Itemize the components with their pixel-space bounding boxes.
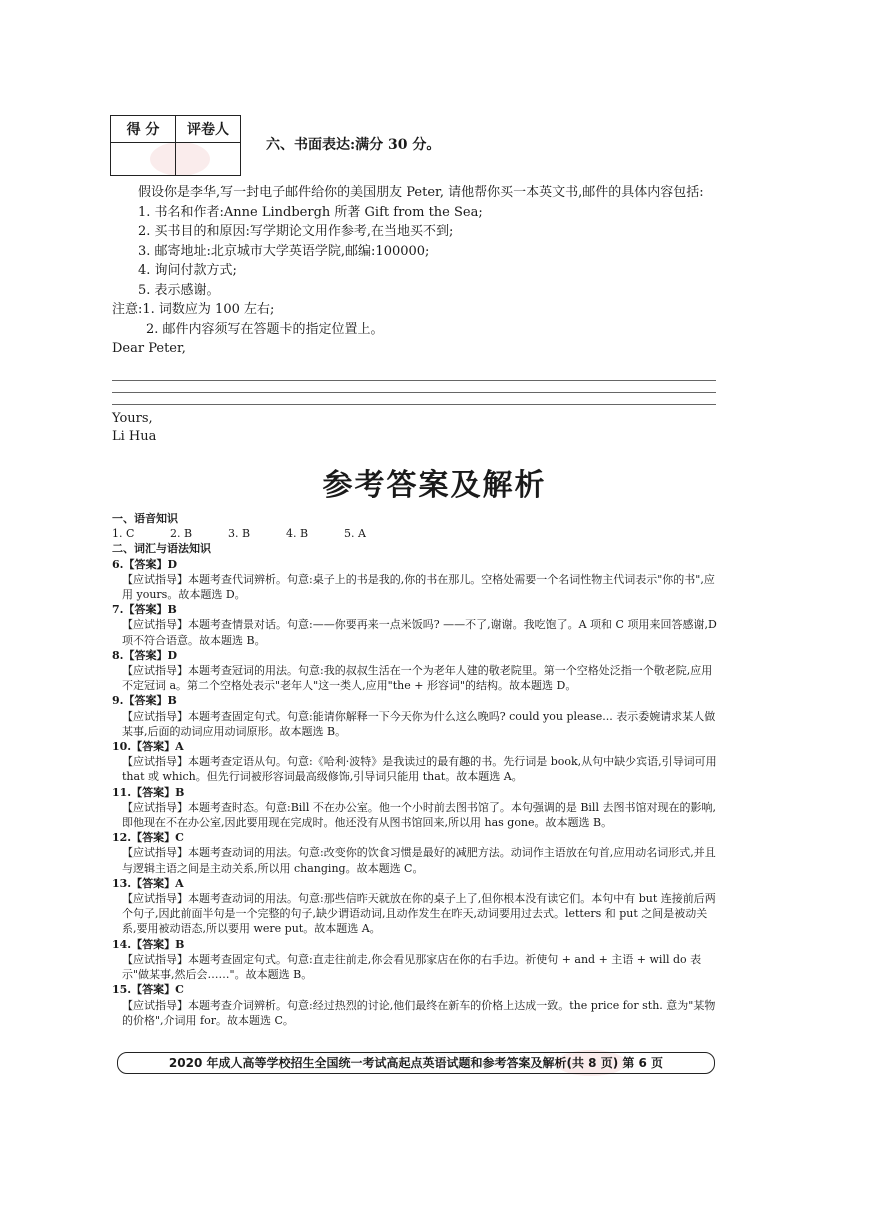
- answer-key: 15.【答案】C: [112, 983, 184, 997]
- task-item: 3. 邮寄地址:北京城市大学英语学院,邮编:100000;: [138, 243, 430, 259]
- writing-task: [112, 183, 720, 359]
- task-note: 2. 邮件内容须写在答题卡的指定位置上。: [146, 321, 384, 337]
- writing-line: [112, 381, 716, 393]
- answer-choice: 4. B: [286, 527, 309, 541]
- task-item: 2. 买书目的和原因:写学期论文用作参考,在当地买不到;: [138, 224, 454, 239]
- answers-sec1-row: [112, 526, 720, 541]
- answer-choice: 5. A: [344, 527, 366, 541]
- score-table: [110, 115, 241, 176]
- answer-title: 参考答案及解析: [322, 468, 547, 503]
- letter-greeting: Dear Peter,: [112, 341, 186, 356]
- answer-key: 10.【答案】A: [112, 740, 184, 754]
- letter-closing: [112, 410, 156, 446]
- answer-key: 9.【答案】B: [112, 694, 177, 708]
- grader-cell-label: 评卷人: [176, 116, 241, 143]
- answer-choice: 2. B: [170, 527, 193, 541]
- answer-choice: 1. C: [112, 527, 135, 541]
- answer-explanation: 【应试指导】本题考查代词辨析。句意:桌子上的书是我的,你的书在那儿。空格处需要一个名词性物主代词表示"你的书",应用 yours。故本题选 D。: [122, 572, 715, 602]
- closing-yours: Yours,: [112, 411, 153, 426]
- score-cell-blank: [111, 143, 176, 176]
- score-cell-label: 得 分: [111, 116, 176, 143]
- writing-lines: [112, 369, 716, 405]
- answer-key: 8.【答案】D: [112, 648, 178, 662]
- answer-explanation: 【应试指导】本题考查定语从句。句意:《哈利·波特》是我读过的最有趣的书。先行词是 book,从句中缺少宾语,引导词可用 that 或 which。但先行词被形容词最高级修饰,引导词只能用 that。故本题选 A。: [122, 755, 717, 784]
- task-intro: 假设你是李华,写一封电子邮件给你的美国朋友 Peter, 请他帮你买一本英文书,邮件的具体内容包括:: [138, 185, 704, 200]
- answer-explanation: 【应试指导】本题考查固定句式。句意:能请你解释一下今天你为什么这么晚吗? could you please... 表示委婉请求某人做某事,后面的动词应用动词原形。故本题选 B。: [122, 709, 716, 738]
- answer-key: 11.【答案】B: [112, 785, 185, 799]
- answer-explanation: 【应试指导】本题考查动词的用法。句意:改变你的饮食习惯是最好的减肥方法。动词作主语放在句首,应用动名词形式,并且与逻辑主语之间是主动关系,所以用 changing。故本题选 C。: [122, 846, 716, 875]
- section-heading: 六、书面表达:满分 30 分。: [266, 137, 441, 153]
- answer-key: 7.【答案】B: [112, 603, 177, 617]
- grader-cell-blank: [176, 143, 241, 176]
- answer-key: 12.【答案】C: [112, 831, 184, 845]
- task-note: 注意:1. 词数应为 100 左右;: [112, 302, 275, 317]
- writing-line: [112, 369, 716, 381]
- page-footer: 2020 年成人高等学校招生全国统一考试高起点英语试题和参考答案及解析(共 8 页) 第 6 页: [117, 1052, 715, 1074]
- task-item: 5. 表示感谢。: [138, 282, 220, 298]
- answers-sec1-heading: 一、语音知识: [112, 512, 178, 525]
- answer-key: 6.【答案】D: [112, 557, 178, 571]
- answers-section: [112, 511, 720, 1028]
- answers-sec2-heading: 二、词汇与语法知识: [112, 542, 211, 556]
- answer-explanation: 【应试指导】本题考查介词辨析。句意:经过热烈的讨论,他们最终在新车的价格上达成一致。the price for sth. 意为"某物的价格",介词用 for。故本题选 C。: [122, 998, 716, 1027]
- task-item: 4. 询问付款方式;: [138, 263, 237, 278]
- writing-line: [112, 393, 716, 405]
- answer-explanation: 【应试指导】本题考查冠词的用法。句意:我的叔叔生活在一个为老年人建的敬老院里。第一个空格处泛指一个敬老院,应用不定冠词 a。第二个空格处表示"老年人"这一类人,应用"the + 形容词"的结构。故本题选 D。: [122, 664, 713, 693]
- answer-key: 13.【答案】A: [112, 876, 184, 890]
- answer-explanation: 【应试指导】本题考查固定句式。句意:直走往前走,你会看见那家店在你的右手边。祈使句 + and + 主语 + will do 表示"做某事,然后会……"。故本题选 B。: [122, 952, 702, 982]
- answer-choice: 3. B: [228, 527, 251, 541]
- answer-key: 14.【答案】B: [112, 937, 185, 951]
- task-item: 1. 书名和作者:Anne Lindbergh 所著 Gift from the Sea;: [138, 204, 483, 220]
- answer-explanation: 【应试指导】本题考查情景对话。句意:——你要再来一点米饭吗? ——不了,谢谢。我吃饱了。A 项和 C 项用来回答感谢,D 项不符合语意。故本题选 B。: [122, 618, 717, 647]
- closing-name: Li Hua: [112, 429, 157, 444]
- answer-explanation: 【应试指导】本题考查时态。句意:Bill 不在办公室。他一个小时前去图书馆了。本句强调的是 Bill 去图书馆对现在的影响,即他现在不在办公室,因此要用现在完成时。他还没有从图书馆回来,所以用 has gone。故本题选 B。: [122, 800, 716, 830]
- answer-explanation: 【应试指导】本题考查动词的用法。句意:那些信昨天就放在你的桌子上了,但你根本没有读它们。本句中有 but 连接前后两个句子,因此前面半句是一个完整的句子,缺少谓语动词,且动作发生在昨天,动词要用过去式。letters 和 put 之间是被动关系,要用被动语态,所以要用 were put。故本题选 A。: [122, 892, 716, 936]
